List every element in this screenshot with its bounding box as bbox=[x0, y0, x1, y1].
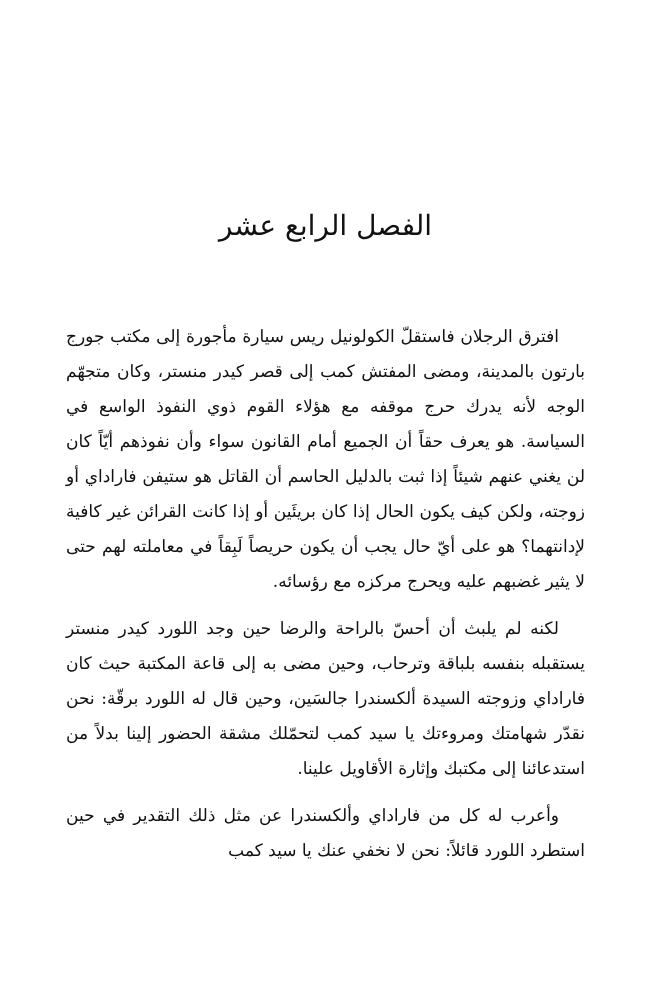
paragraph-2: لكنه لم يلبث أن أحسّ بالراحة والرضا حين وجد اللورد كيدر منستر يستقبله بنفسه بلباقة وترحاب، وحين مضى به إلى قاعة المكتبة حيث كان فاراداي وزوجته السيدة ألكسندرا جالسَين، وحين قال له اللورد برقّة: نحن نقدّر شهامتك ومروءتك يا سيد كمب لتحمّلك مشقة الحضور إلينا بدلاً من استدعائنا إلى مكتبك وإثارة الأقاويل علينا. bbox=[66, 619, 585, 779]
paragraph-1: افترق الرجلان فاستقلّ الكولونيل ريس سيارة مأجورة إلى مكتب جورج بارتون بالمدينة، ومضى المفتش كمب إلى قصر كيدر منستر، وكان متجهّم الوجه لأنه يدرك حرج موقفه مع هؤلاء القوم ذوي النفوذ الواسع في السياسة. هو يعرف حقاً أن الجميع أمام القانون سواء وأن نفوذهم أيّاً كان لن يغني عنهم شيئاً إذا ثبت بالدليل الحاسم أن القاتل هو ستيفن فاراداي أو زوجته، ولكن كيف يكون الحال إذا كان بريئَين أو إذا كانت القرائن غير كافية لإدانتهما؟ هو على أيّ حال يجب أن يكون حريصاً لَبِقاً في معاملته لهم حتى لا يثير غضبهم عليه ويحرج مركزه مع رؤسائه. bbox=[66, 327, 585, 592]
chapter-title: الفصل الرابع عشر bbox=[218, 209, 433, 242]
paragraph-3: وأعرب له كل من فاراداي وألكسندرا عن مثل ذلك التقدير في حين استطرد اللورد قائلاً: نحن لا نخفي عنك يا سيد كمب bbox=[66, 806, 585, 861]
chapter-body bbox=[66, 320, 585, 881]
